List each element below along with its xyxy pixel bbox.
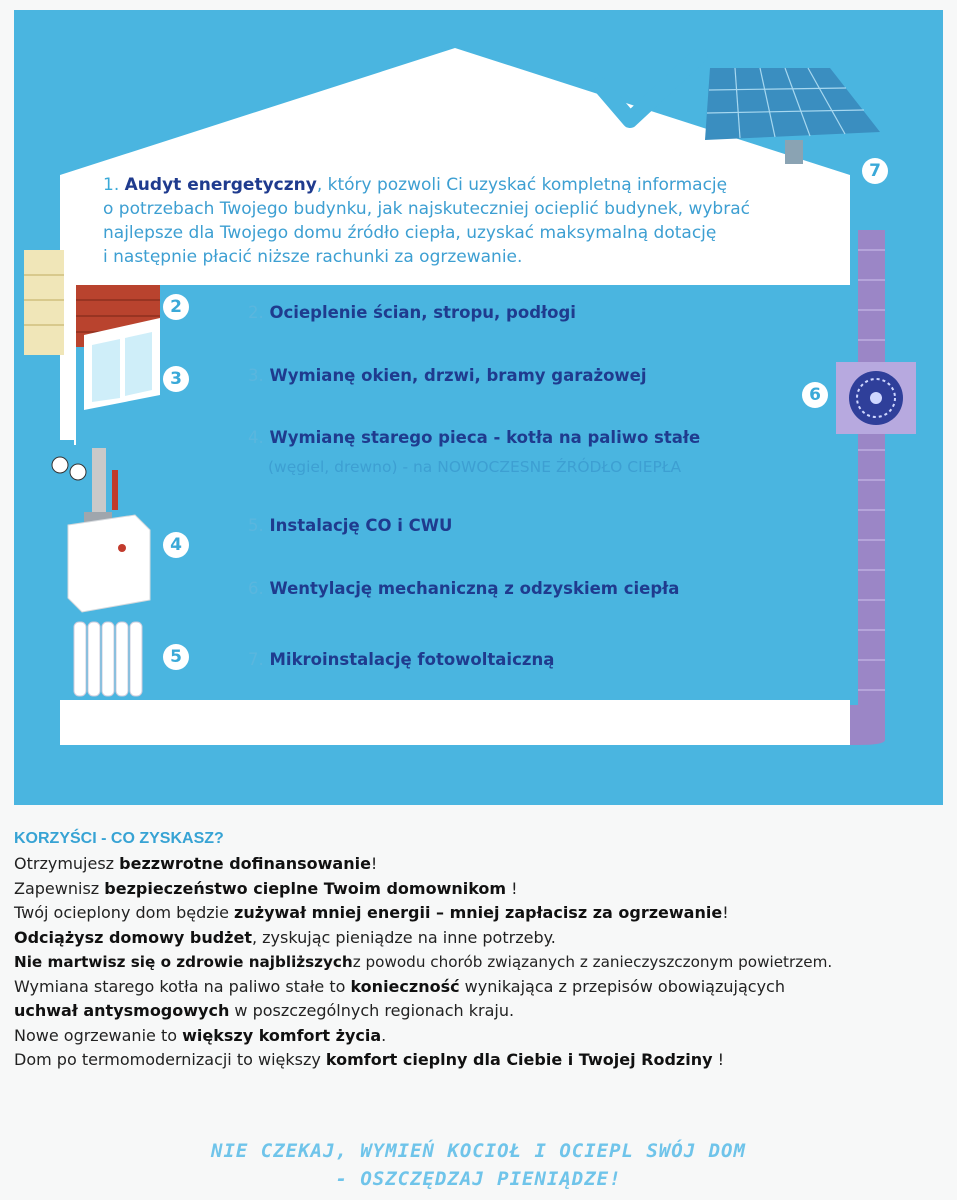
ventilation-fan-icon: [836, 362, 916, 434]
intro-line1: , który pozwoli Ci uzyskać kompletną informację: [316, 175, 728, 195]
insulation-icon: [24, 250, 64, 355]
step-4: 4. Wymianę starego pieca - kotła na paliwo stałe: [248, 428, 701, 447]
intro-bold: Audyt energetyczny: [124, 175, 317, 195]
slogan-line-1: NIE CZEKAJ, WYMIEŃ KOCIOŁ I OCIEPL SWÓJ DOM: [211, 1140, 746, 1162]
benefits-heading: KORZYŚCI - CO ZYSKASZ?: [14, 830, 224, 847]
benefit-line: Nie martwisz się o zdrowie najbliższychz powodu chorób związanych z zanieczyszczonym powietrzem.: [14, 953, 833, 971]
badge-6: 6: [802, 382, 828, 408]
badge-2: 2: [163, 294, 189, 320]
step-5: 5. Instalację CO i CWU: [248, 516, 453, 535]
badge-3: 3: [163, 366, 189, 392]
step-4-sub: (węgiel, drewno) - na NOWOCZESNE ŹRÓDŁO CIEPŁA: [268, 458, 682, 476]
slogan-line-2: - OSZCZĘDZAJ PIENIĄDZE!: [335, 1168, 622, 1190]
benefit-line: Twój ocieplony dom będzie zużywał mniej energii – mniej zapłacisz za ogrzewanie!: [14, 903, 729, 922]
radiator-icon: [74, 622, 142, 696]
benefit-line: Dom po termomodernizacji to większy komfort cieplny dla Ciebie i Twojej Rodziny !: [14, 1050, 725, 1069]
badge-4: 4: [163, 532, 189, 558]
intro-line2: o potrzebach Twojego budynku, jak najskuteczniej ocieplić budynek, wybrać: [103, 199, 750, 219]
benefit-line: Nowe ogrzewanie to większy komfort życia.: [14, 1025, 387, 1045]
benefit-line: Otrzymujesz bezzwrotne dofinansowanie!: [14, 854, 378, 873]
step-3: 3. Wymianę okien, drzwi, bramy garażowej: [248, 366, 647, 385]
benefit-line: uchwał antysmogowych w poszczególnych regionach kraju.: [14, 1001, 515, 1020]
benefit-line: Zapewnisz bezpieczeństwo cieplne Twoim domownikom !: [14, 878, 518, 898]
benefits-section: [14, 830, 949, 1073]
intro-line3: najlepsze dla Twojego domu źródło ciepła, uzyskać maksymalną dotację: [103, 223, 717, 243]
intro-number: 1.: [103, 175, 120, 195]
badge-7: 7: [862, 158, 888, 184]
benefit-line: Odciążysz domowy budżet, zyskując pieniądze na inne potrzeby.: [14, 927, 556, 947]
benefit-line: Wymiana starego kotła na paliwo stałe to konieczność wynikająca z przepisów obowiązujących: [14, 976, 785, 996]
badge-5: 5: [163, 644, 189, 670]
intro-line4: i następnie płacić niższe rachunki za ogrzewanie.: [103, 247, 523, 267]
slogan: [0, 1137, 957, 1193]
step-6: 6. Wentylację mechaniczną z odzyskiem ciepła: [248, 579, 680, 598]
step-7: 7. Mikroinstalację fotowoltaiczną: [248, 650, 555, 669]
intro-text: [103, 173, 843, 269]
step-2: 2. Ocieplenie ścian, stropu, podłogi: [248, 303, 576, 322]
